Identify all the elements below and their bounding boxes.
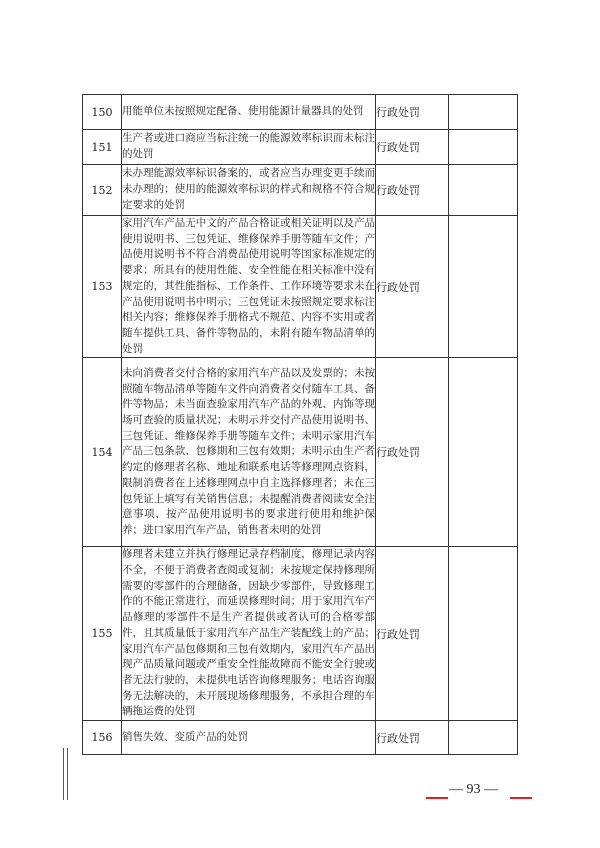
page-footer: [426, 782, 526, 806]
row-number: 153: [83, 216, 122, 358]
footer-red-dash-left: [426, 797, 448, 799]
row-type: 行政处罚: [376, 130, 449, 165]
row-number: 155: [83, 547, 122, 721]
binding-margin-line: [63, 748, 64, 800]
row-content: 用能单位未按照规定配备、使用能源计量器具的处罚: [122, 95, 376, 130]
row-content: 销售失效、变质产品的处罚: [122, 721, 376, 755]
row-type: 行政处罚: [376, 165, 449, 216]
row-number: 151: [83, 130, 122, 165]
row-content: 生产者或进口商应当标注统一的能源效率标识而未标注的处罚: [122, 130, 376, 165]
row-type: 行政处罚: [376, 216, 449, 358]
penalty-table: [82, 94, 518, 755]
table-row: [83, 721, 518, 755]
row-type: 行政处罚: [376, 95, 449, 130]
row-type: 行政处罚: [376, 721, 449, 755]
row-blank-cell: [449, 130, 518, 165]
binding-margin-line: [67, 748, 68, 800]
table-row: [83, 358, 518, 547]
table-row: [83, 95, 518, 130]
row-content: 未向消费者交付合格的家用汽车产品以及发票的；未按照随车物品清单等随车文件向消费者交付随车工具、备件等物品；未当面查验家用汽车产品的外观、内饰等现场可查验的质量状况；未明示并交付产品使用说明书、三包凭证、维修保养手册等随车文件；未明示家用汽车产品三包条款、包修期和三包有效期；未明示由生产者约定的修理者名称、地址和联系电话等修理网点资料，限制消费者在上述修理网点中自主选择修理者；未在三包凭证上填写有关销售信息；未提醒消费者阅读安全注意事项、按产品使用说明书的要求进行使用和维护保养；进口家用汽车产品，销售者未明的处罚: [122, 358, 376, 547]
row-content: 家用汽车产品无中文的产品合格证或相关证明以及产品使用说明书、三包凭证、维修保养手册等随车文件；产品使用说明书不符合消费品使用说明等国家标准规定的要求；所具有的使用性能、安全性能在相关标准中没有规定的，其性能指标、工作条件、工作环境等要求未在产品使用说明书中明示；三包凭证未按照规定要求标注相关内容；维修保养手册格式不规范、内容不实用或者随车提供工具、备件等物品的，未附有随车物品清单的处罚: [122, 216, 376, 358]
row-blank-cell: [449, 165, 518, 216]
row-number: 150: [83, 95, 122, 130]
row-number: 152: [83, 165, 122, 216]
table-row: [83, 165, 518, 216]
row-blank-cell: [449, 358, 518, 547]
footer-red-dash-right: [510, 797, 532, 799]
row-content: 修理者未建立并执行修理记录存档制度，修理记录内容不全，不便于消费者查阅或复制；未按规定保持修理所需要的零部件的合理储备，因缺少零部件，导致修理工作的不能正常进行，而延误修理时间；用于家用汽车产品修理的零部件不是生产者提供或者认可的合格零部件，且其质量低于家用汽车产品生产装配线上的产品；家用汽车产品包修期和三包有效期内，家用汽车产品出现产品质量问题或严重安全性能故障而不能安全行驶或者无法行驶的，未提供电话咨询修理服务；电话咨询服务无法解决的，未开展现场修理服务，不承担合理的车辆拖运费的处罚: [122, 547, 376, 721]
row-blank-cell: [449, 721, 518, 755]
row-blank-cell: [449, 547, 518, 721]
row-blank-cell: [449, 216, 518, 358]
table-row: [83, 130, 518, 165]
page-number: — 93 —: [449, 782, 498, 797]
row-type: 行政处罚: [376, 358, 449, 547]
row-type: 行政处罚: [376, 547, 449, 721]
table-row: [83, 216, 518, 358]
row-content: 未办理能源效率标识备案的，或者应当办理变更手续而未办理的；使用的能源效率标识的样式和规格不符合规定要求的处罚: [122, 165, 376, 216]
row-blank-cell: [449, 95, 518, 130]
table-row: [83, 547, 518, 721]
row-number: 154: [83, 358, 122, 547]
row-number: 156: [83, 721, 122, 755]
